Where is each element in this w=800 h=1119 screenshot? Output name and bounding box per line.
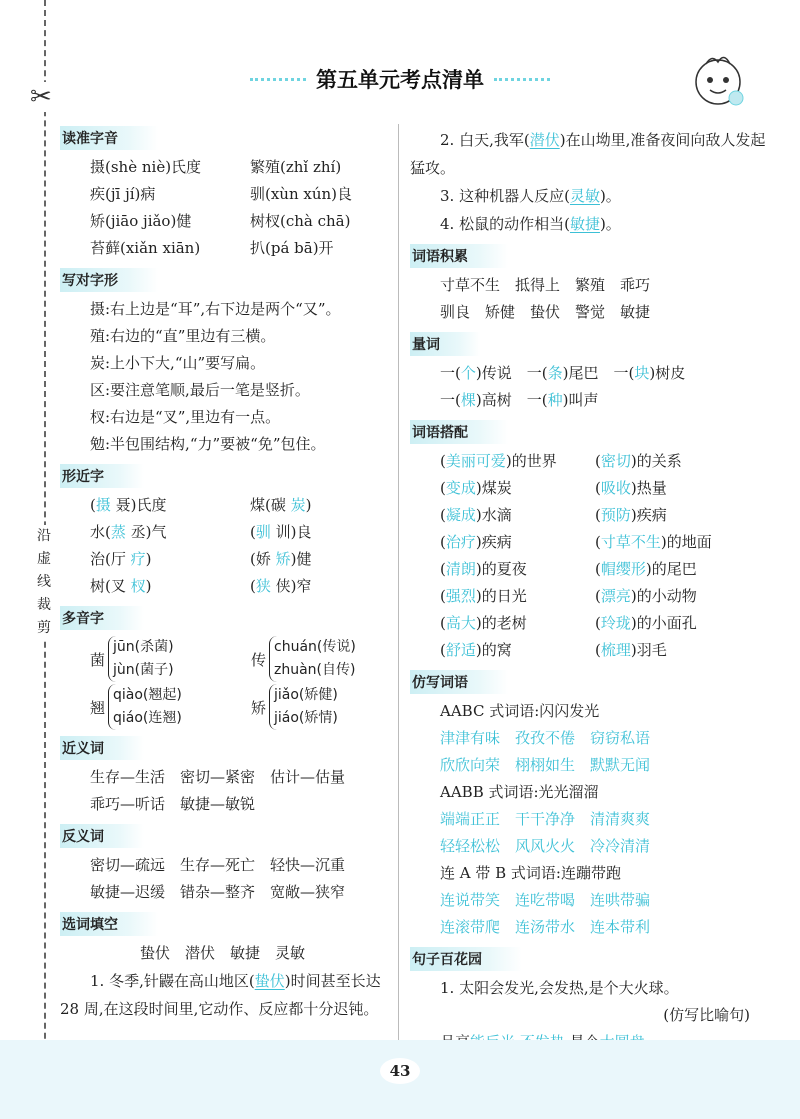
section-title: 读准字音 (60, 126, 158, 150)
section-polyphones (60, 606, 390, 730)
polyphone-row (60, 636, 390, 682)
synonym-line: 生存—生活 密切—紧密 估计—估量 (90, 768, 346, 786)
polyphone-char: 翘 (90, 698, 106, 717)
polyphone-readings: qiào(翘起) qiáo(连翘) (108, 684, 233, 730)
section-title: 仿写词语 (410, 670, 508, 694)
collocation-item: (寸草不生)的地面 (595, 533, 712, 551)
glyph-line: 摄:右上边是“耳”,右下边是两个“又”。 (90, 300, 341, 318)
polyphone-readings: jiǎo(矫健) jiáo(矫情) (269, 684, 338, 730)
glyph-line: 勉:半包围结构,“力”要被“免”包住。 (90, 435, 326, 453)
collocation-grid (410, 448, 770, 664)
aabc-answer: 津津有味 孜孜不倦 窃窃私语 (440, 729, 651, 747)
pronunciation-grid (60, 154, 390, 262)
collocation-item: (变成)煤炭 (440, 479, 512, 497)
polyphone-char: 菌 (90, 650, 106, 669)
collocation-item: (吸收)热量 (595, 479, 667, 497)
similar-chars-grid (60, 492, 390, 600)
sentence-question: 1. 太阳会发光,会发热,是个大火球。 (440, 979, 679, 997)
section-title: 近义词 (60, 736, 144, 760)
pron-item: 树杈(chà chā) (250, 212, 351, 230)
page-title: 第五单元考点清单 (316, 67, 484, 92)
pron-item: 繁殖(zhǐ zhí) (250, 158, 342, 176)
collocation-item: (强烈)的日光 (440, 587, 527, 605)
section-similar-chars (60, 464, 390, 600)
polyphone-char: 矫 (251, 698, 267, 717)
collocation-item: (凝成)水滴 (440, 506, 512, 524)
measure-item: 一(种)叫声 (526, 391, 599, 409)
pattern-lab: 连 A 带 B 式词语:连蹦带跑 (440, 864, 621, 882)
section-imitation (410, 670, 770, 941)
similar-item: 治(厅 疗) (90, 550, 152, 568)
header-dots-right (494, 78, 550, 81)
section-synonyms (60, 736, 390, 818)
measure-item: 一(块)树皮 (613, 364, 686, 382)
pron-item: 扒(pá bā)开 (250, 239, 334, 257)
similar-item: (驯 训)良 (250, 523, 312, 541)
glyph-line: 区:要注意笔顺,最后一笔是竖折。 (90, 381, 310, 399)
cut-label: 沿虚线裁剪 (36, 525, 52, 640)
section-title: 量词 (410, 332, 480, 356)
page-number: 43 (380, 1058, 420, 1084)
word-bank-line: 驯良 矫健 蛰伏 警觉 敏捷 (440, 303, 651, 321)
fill-question-4: 4. 松鼠的动作相当(敏捷)。 (440, 215, 621, 233)
synonym-line: 乖巧—听话 敏捷—敏锐 (90, 795, 256, 813)
section-title: 词语搭配 (410, 420, 508, 444)
collocation-item: (清朗)的夏夜 (440, 560, 527, 578)
collocation-item: (美丽可爱)的世界 (440, 452, 557, 470)
word-bank-line: 寸草不生 抵得上 繁殖 乖巧 (440, 276, 651, 294)
section-word-bank (410, 244, 770, 326)
section-title: 选词填空 (60, 912, 158, 936)
pattern-aabc: AABC 式词语:闪闪发光 (440, 702, 600, 720)
similar-item: 水(蒸 丞)气 (90, 523, 167, 541)
right-column (410, 124, 770, 1062)
pron-item: 驯(xùn xún)良 (250, 185, 353, 203)
lab-answer: 连说带笑 连吃带喝 连哄带骗 (440, 891, 651, 909)
word-choices: 蛰伏 潜伏 敏捷 灵敏 (140, 944, 306, 962)
glyph-line: 殖:右边的“直”里边有三横。 (90, 327, 276, 345)
similar-item: (狭 侠)窄 (250, 577, 312, 595)
polyphone-row (60, 684, 390, 730)
aabb-answer: 轻轻松松 风风火火 冷冷清清 (440, 837, 651, 855)
section-fill-in (60, 912, 390, 1023)
measure-item: 一(条)尾巴 (526, 364, 599, 382)
section-title: 反义词 (60, 824, 144, 848)
polyphone-readings: chuán(传说) zhuàn(自传) (269, 636, 356, 682)
section-title: 写对字形 (60, 268, 158, 292)
fill-in-continued (410, 126, 770, 238)
collocation-item: (预防)疾病 (595, 506, 667, 524)
section-title: 词语积累 (410, 244, 508, 268)
aabc-answer: 欣欣向荣 栩栩如生 默默无闻 (440, 756, 651, 774)
left-column (60, 124, 390, 1029)
fill-question-2: 2. 白天,我军(潜伏)在山坳里,准备夜间向敌人发起猛攻。 (410, 131, 766, 177)
aabb-answer: 端端正正 干干净净 清清爽爽 (440, 810, 651, 828)
section-title: 形近字 (60, 464, 144, 488)
collocation-item: (玲珑)的小面孔 (595, 614, 697, 632)
glyph-line: 杈:右边是“叉”,里边有一点。 (90, 408, 281, 426)
fill-question-1: 1. 冬季,针鼹在高山地区(蛰伏)时间甚至长达 28 周,在这段时间里,它动作、反应都十分迟钝。 (60, 972, 381, 1018)
collocation-item: (帽缨形)的尾巴 (595, 560, 697, 578)
polyphone-readings: jūn(杀菌) jùn(菌子) (108, 636, 233, 682)
fill-question-3: 3. 这种机器人反应(灵敏)。 (440, 187, 621, 205)
section-measure-words (410, 332, 770, 414)
section-collocations (410, 420, 770, 664)
antonym-line: 密切—疏远 生存—死亡 轻快—沉重 (90, 856, 346, 874)
similar-item: 树(叉 杈) (90, 577, 152, 595)
section-pronunciation (60, 126, 390, 262)
pron-item: 疾(jī jí)病 (90, 185, 156, 203)
section-antonyms (60, 824, 390, 906)
similar-item: (娇 矫)健 (250, 550, 312, 568)
pattern-aabb: AABB 式词语:光光溜溜 (440, 783, 599, 801)
collocation-item: (高大)的老树 (440, 614, 527, 632)
pron-item: 摄(shè niè)氏度 (90, 158, 202, 176)
sentence-note: (仿写比喻句) (663, 1006, 750, 1024)
pron-item: 苔藓(xiǎn xiān) (90, 239, 201, 257)
collocation-item: (密切)的关系 (595, 452, 682, 470)
antonym-line: 敏捷—迟缓 错杂—整齐 宽敞—狭窄 (90, 883, 346, 901)
lab-answer: 连滚带爬 连汤带水 连本带利 (440, 918, 651, 936)
pron-item: 矫(jiāo jiǎo)健 (90, 212, 192, 230)
measure-item: 一(个)传说 (440, 364, 512, 382)
mascot-icon (688, 50, 748, 110)
section-title: 多音字 (60, 606, 144, 630)
measure-line (410, 387, 770, 414)
section-title: 句子百花园 (410, 947, 522, 971)
similar-item: (摄 聂)氏度 (90, 496, 167, 514)
collocation-item: (舒适)的窝 (440, 641, 512, 659)
measure-line (410, 360, 770, 387)
measure-item: 一(棵)高树 (440, 391, 512, 409)
glyph-line: 炭:上小下大,“山”要写扁。 (90, 354, 266, 372)
polyphone-char: 传 (251, 650, 267, 669)
page-header (240, 62, 560, 96)
collocation-item: (治疗)疾病 (440, 533, 512, 551)
scissors-icon: ✂ (30, 82, 52, 112)
collocation-item: (漂亮)的小动物 (595, 587, 697, 605)
similar-item: 煤(碳 炭) (250, 496, 312, 514)
section-glyph-writing (60, 268, 390, 458)
collocation-item: (梳理)羽毛 (595, 641, 667, 659)
header-dots-left (250, 78, 306, 81)
